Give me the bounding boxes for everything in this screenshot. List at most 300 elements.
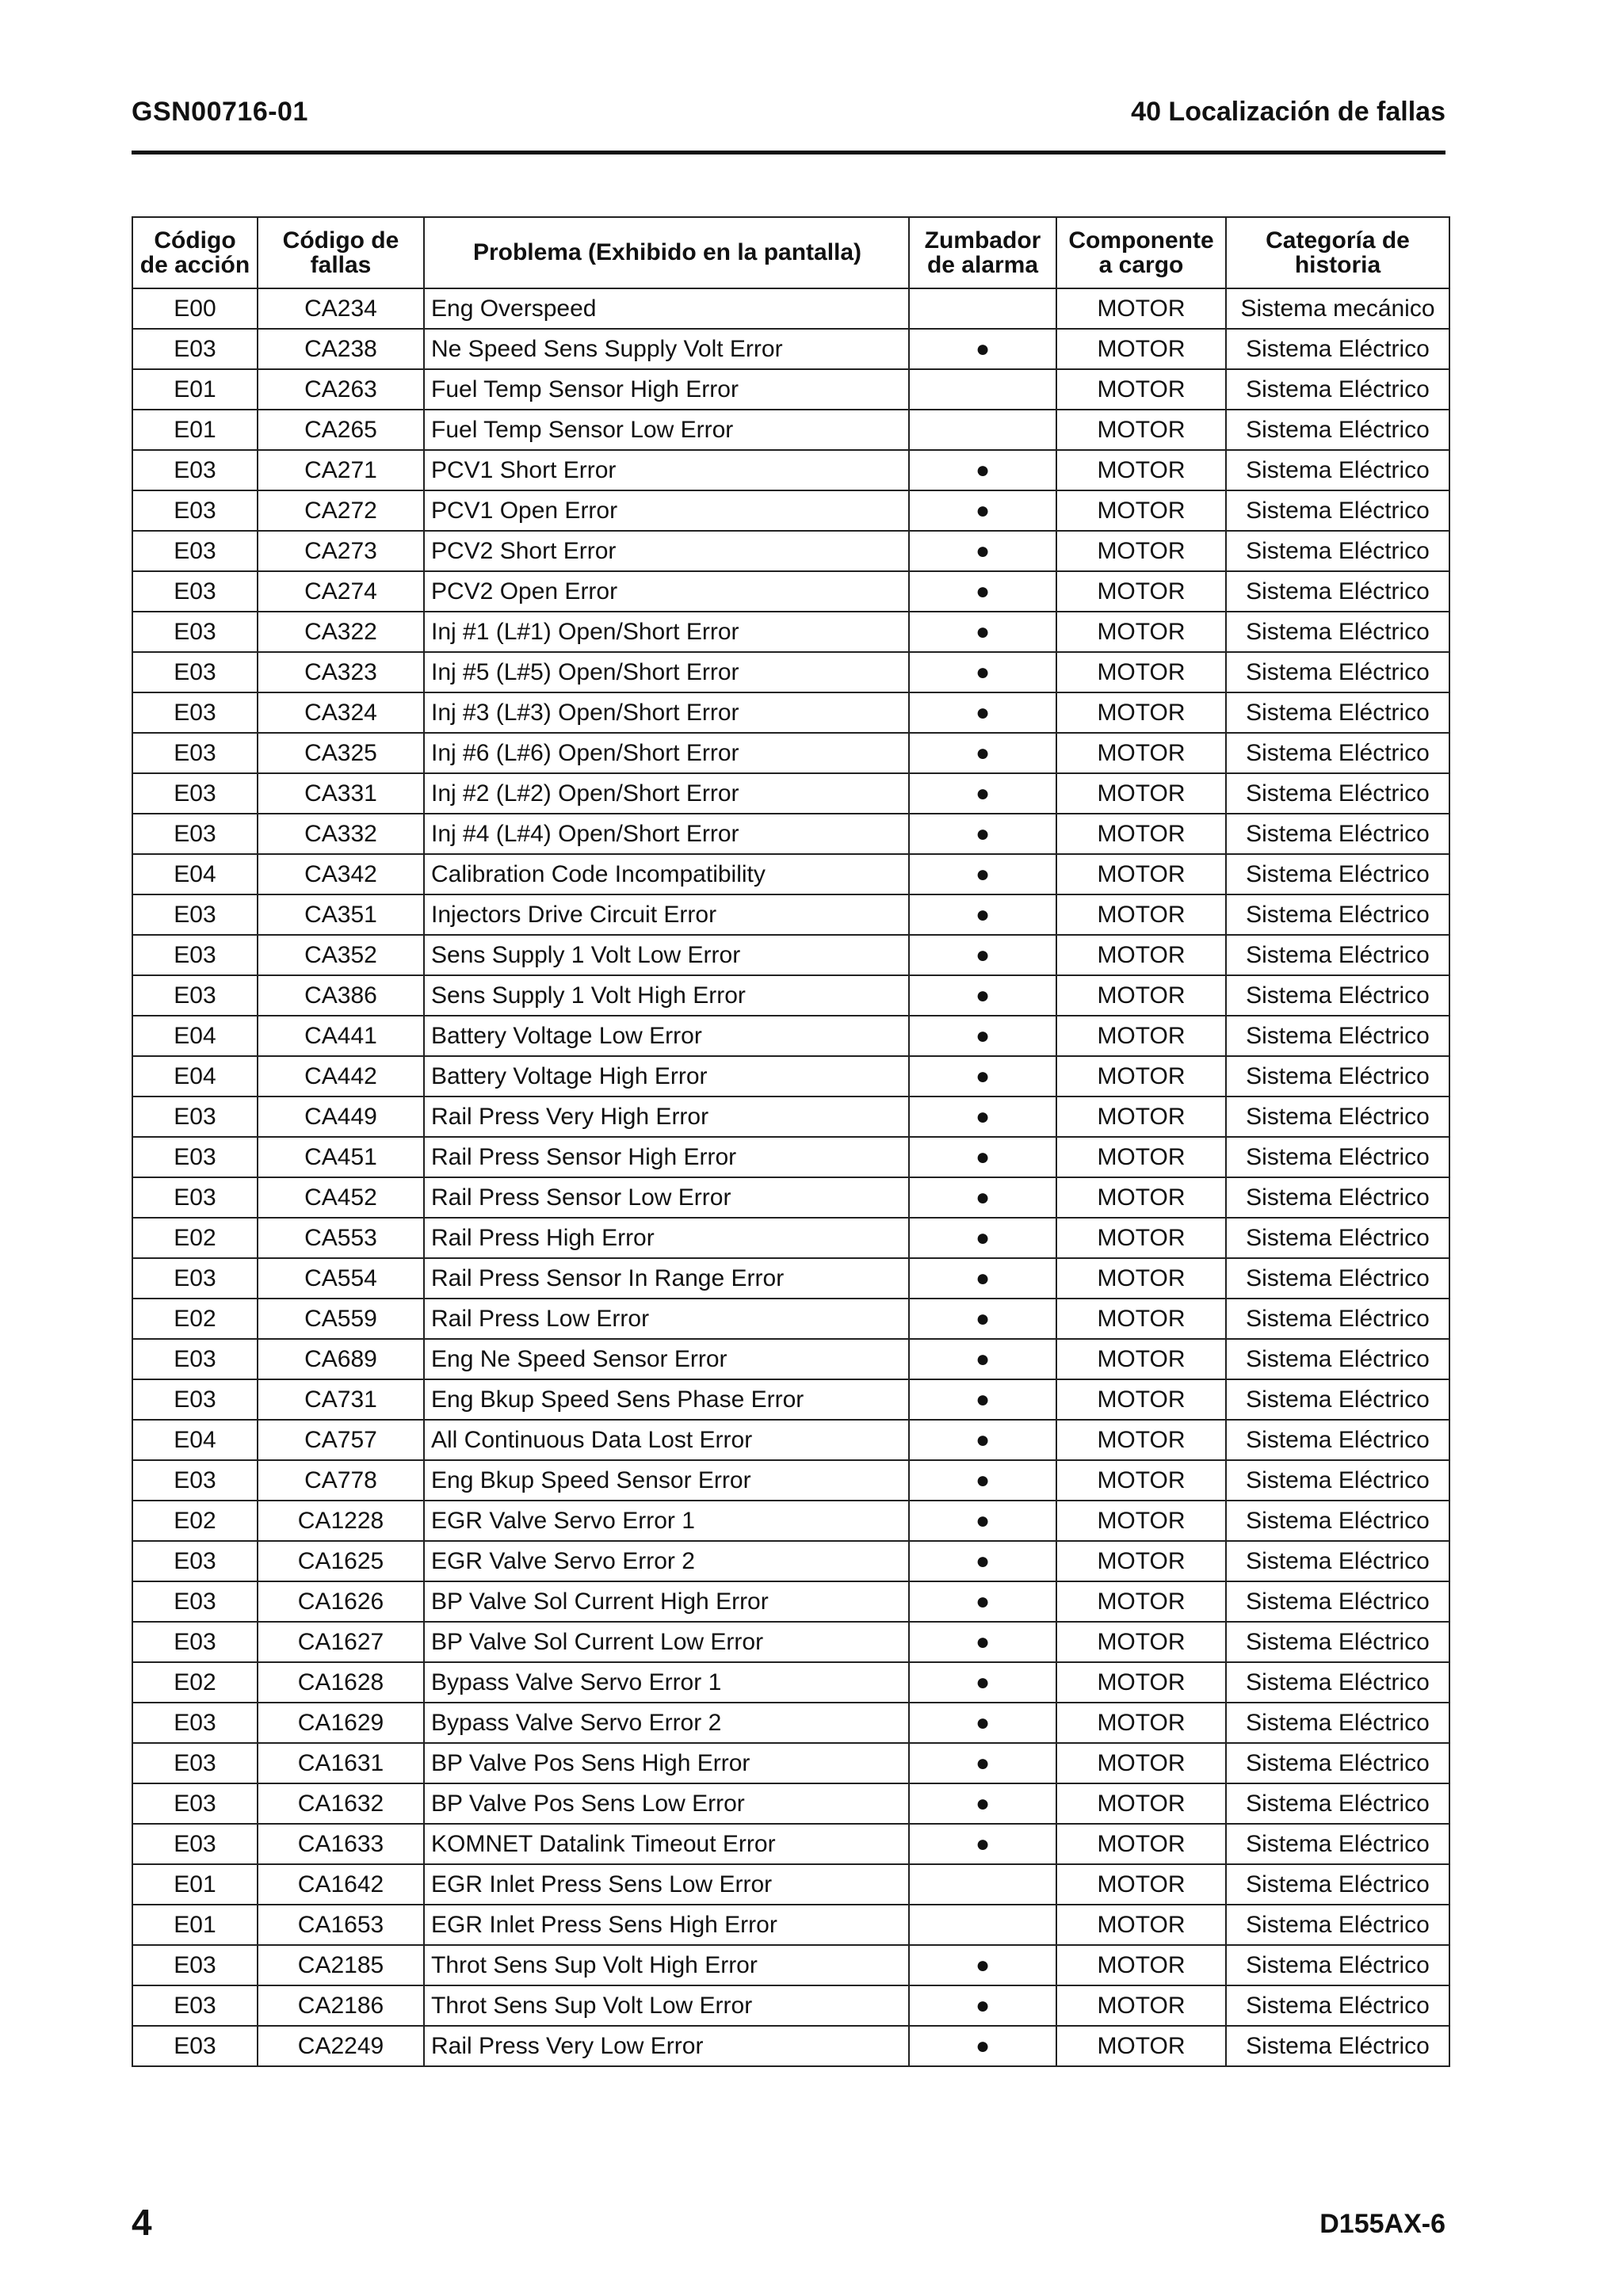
cell-fault-code: CA1631 <box>258 1743 424 1783</box>
cell-action-code: E03 <box>132 1137 258 1177</box>
cell-alarm-buzzer: ● <box>909 1703 1056 1743</box>
cell-alarm-buzzer: ● <box>909 773 1056 814</box>
cell-fault-code: CA559 <box>258 1299 424 1339</box>
cell-alarm-buzzer: ● <box>909 1662 1056 1703</box>
cell-alarm-buzzer: ● <box>909 854 1056 894</box>
cell-alarm-buzzer: ● <box>909 692 1056 733</box>
cell-responsible-component: MOTOR <box>1056 1420 1226 1460</box>
cell-fault-code: CA265 <box>258 410 424 450</box>
cell-action-code: E03 <box>132 1703 258 1743</box>
cell-fault-code: CA1228 <box>258 1501 424 1541</box>
header-divider <box>132 151 1445 154</box>
cell-responsible-component: MOTOR <box>1056 1177 1226 1218</box>
cell-problem: PCV1 Open Error <box>424 490 909 531</box>
cell-problem: Throt Sens Sup Volt Low Error <box>424 1985 909 2026</box>
cell-responsible-component: MOTOR <box>1056 935 1226 975</box>
cell-action-code: E04 <box>132 854 258 894</box>
cell-history-category: Sistema Eléctrico <box>1226 1460 1449 1501</box>
table-row <box>132 1864 1449 1905</box>
table-row <box>132 1218 1449 1258</box>
cell-alarm-buzzer: ● <box>909 814 1056 854</box>
table-row <box>132 1258 1449 1299</box>
cell-action-code: E03 <box>132 733 258 773</box>
cell-responsible-component: MOTOR <box>1056 975 1226 1016</box>
cell-problem: BP Valve Pos Sens Low Error <box>424 1783 909 1824</box>
cell-action-code: E03 <box>132 1177 258 1218</box>
cell-action-code: E03 <box>132 935 258 975</box>
cell-problem: Battery Voltage Low Error <box>424 1016 909 1056</box>
column-header-action-code <box>132 217 258 288</box>
cell-responsible-component: MOTOR <box>1056 1703 1226 1743</box>
cell-fault-code: CA731 <box>258 1379 424 1420</box>
cell-problem: PCV2 Short Error <box>424 531 909 571</box>
cell-fault-code: CA331 <box>258 773 424 814</box>
column-header-problem <box>424 217 909 288</box>
cell-fault-code: CA1626 <box>258 1581 424 1622</box>
cell-alarm-buzzer: ● <box>909 1622 1056 1662</box>
table-row <box>132 1339 1449 1379</box>
cell-responsible-component: MOTOR <box>1056 652 1226 692</box>
cell-alarm-buzzer: ● <box>909 1339 1056 1379</box>
cell-history-category: Sistema Eléctrico <box>1226 329 1449 369</box>
cell-responsible-component: MOTOR <box>1056 1460 1226 1501</box>
cell-history-category: Sistema Eléctrico <box>1226 854 1449 894</box>
fault-code-table <box>132 216 1450 2067</box>
table-row <box>132 410 1449 450</box>
cell-alarm-buzzer: ● <box>909 1097 1056 1137</box>
cell-problem: KOMNET Datalink Timeout Error <box>424 1824 909 1864</box>
cell-problem: Sens Supply 1 Volt High Error <box>424 975 909 1016</box>
table-row <box>132 1824 1449 1864</box>
table-row <box>132 2026 1449 2066</box>
cell-responsible-component: MOTOR <box>1056 288 1226 329</box>
table-row <box>132 1177 1449 1218</box>
cell-action-code: E03 <box>132 773 258 814</box>
cell-fault-code: CA351 <box>258 894 424 935</box>
table-row <box>132 450 1449 490</box>
cell-problem: Bypass Valve Servo Error 1 <box>424 1662 909 1703</box>
cell-responsible-component: MOTOR <box>1056 854 1226 894</box>
cell-action-code: E03 <box>132 1258 258 1299</box>
cell-fault-code: CA263 <box>258 369 424 410</box>
cell-responsible-component: MOTOR <box>1056 1339 1226 1379</box>
table-row <box>132 1703 1449 1743</box>
cell-alarm-buzzer: ● <box>909 490 1056 531</box>
cell-action-code: E04 <box>132 1016 258 1056</box>
cell-responsible-component: MOTOR <box>1056 490 1226 531</box>
cell-history-category: Sistema Eléctrico <box>1226 1743 1449 1783</box>
cell-history-category: Sistema Eléctrico <box>1226 1501 1449 1541</box>
cell-problem: Eng Overspeed <box>424 288 909 329</box>
cell-history-category: Sistema Eléctrico <box>1226 1218 1449 1258</box>
cell-history-category: Sistema Eléctrico <box>1226 1824 1449 1864</box>
cell-history-category: Sistema Eléctrico <box>1226 773 1449 814</box>
cell-action-code: E03 <box>132 490 258 531</box>
cell-action-code: E01 <box>132 369 258 410</box>
cell-fault-code: CA451 <box>258 1137 424 1177</box>
cell-action-code: E03 <box>132 652 258 692</box>
cell-problem: Fuel Temp Sensor Low Error <box>424 410 909 450</box>
column-header-responsible-component <box>1056 217 1226 288</box>
cell-problem: Injectors Drive Circuit Error <box>424 894 909 935</box>
cell-problem: PCV2 Open Error <box>424 571 909 612</box>
cell-history-category: Sistema Eléctrico <box>1226 652 1449 692</box>
cell-alarm-buzzer <box>909 1864 1056 1905</box>
model-code: D155AX-6 <box>1319 2209 1445 2239</box>
table-row <box>132 1420 1449 1460</box>
cell-fault-code: CA1653 <box>258 1905 424 1945</box>
cell-fault-code: CA1642 <box>258 1864 424 1905</box>
cell-fault-code: CA757 <box>258 1420 424 1460</box>
cell-fault-code: CA1628 <box>258 1662 424 1703</box>
cell-action-code: E04 <box>132 1420 258 1460</box>
cell-alarm-buzzer <box>909 288 1056 329</box>
cell-problem: Eng Ne Speed Sensor Error <box>424 1339 909 1379</box>
cell-alarm-buzzer: ● <box>909 894 1056 935</box>
cell-action-code: E03 <box>132 1622 258 1662</box>
cell-responsible-component: MOTOR <box>1056 733 1226 773</box>
cell-action-code: E03 <box>132 1783 258 1824</box>
cell-action-code: E02 <box>132 1662 258 1703</box>
cell-action-code: E03 <box>132 329 258 369</box>
cell-history-category: Sistema Eléctrico <box>1226 733 1449 773</box>
cell-alarm-buzzer: ● <box>909 1541 1056 1581</box>
page-number: 4 <box>132 2202 152 2243</box>
cell-history-category: Sistema Eléctrico <box>1226 490 1449 531</box>
table-row <box>132 531 1449 571</box>
cell-problem: Inj #2 (L#2) Open/Short Error <box>424 773 909 814</box>
cell-fault-code: CA271 <box>258 450 424 490</box>
cell-problem: Inj #1 (L#1) Open/Short Error <box>424 612 909 652</box>
column-header-line: de acción <box>139 252 250 278</box>
cell-responsible-component: MOTOR <box>1056 1056 1226 1097</box>
cell-responsible-component: MOTOR <box>1056 329 1226 369</box>
cell-history-category: Sistema Eléctrico <box>1226 935 1449 975</box>
cell-alarm-buzzer: ● <box>909 1743 1056 1783</box>
cell-action-code: E03 <box>132 1824 258 1864</box>
cell-action-code: E03 <box>132 531 258 571</box>
cell-action-code: E03 <box>132 612 258 652</box>
cell-fault-code: CA274 <box>258 571 424 612</box>
table-row <box>132 733 1449 773</box>
cell-problem: EGR Valve Servo Error 2 <box>424 1541 909 1581</box>
cell-fault-code: CA322 <box>258 612 424 652</box>
cell-fault-code: CA323 <box>258 652 424 692</box>
cell-action-code: E00 <box>132 288 258 329</box>
cell-fault-code: CA272 <box>258 490 424 531</box>
cell-fault-code: CA1627 <box>258 1622 424 1662</box>
cell-responsible-component: MOTOR <box>1056 1379 1226 1420</box>
cell-action-code: E03 <box>132 1985 258 2026</box>
cell-action-code: E03 <box>132 1460 258 1501</box>
table-row <box>132 1501 1449 1541</box>
cell-responsible-component: MOTOR <box>1056 1985 1226 2026</box>
cell-alarm-buzzer: ● <box>909 1137 1056 1177</box>
table-row <box>132 1460 1449 1501</box>
table-row <box>132 814 1449 854</box>
table-body <box>132 288 1449 2066</box>
cell-history-category: Sistema Eléctrico <box>1226 814 1449 854</box>
cell-problem: Rail Press Sensor In Range Error <box>424 1258 909 1299</box>
table-row <box>132 1137 1449 1177</box>
cell-action-code: E01 <box>132 410 258 450</box>
cell-history-category: Sistema Eléctrico <box>1226 369 1449 410</box>
cell-responsible-component: MOTOR <box>1056 1541 1226 1581</box>
cell-problem: Eng Bkup Speed Sensor Error <box>424 1460 909 1501</box>
cell-history-category: Sistema Eléctrico <box>1226 1662 1449 1703</box>
cell-history-category: Sistema Eléctrico <box>1226 1339 1449 1379</box>
cell-history-category: Sistema Eléctrico <box>1226 1622 1449 1662</box>
cell-responsible-component: MOTOR <box>1056 1783 1226 1824</box>
table-row <box>132 571 1449 612</box>
table-row <box>132 1945 1449 1985</box>
cell-history-category: Sistema Eléctrico <box>1226 975 1449 1016</box>
cell-fault-code: CA553 <box>258 1218 424 1258</box>
cell-fault-code: CA352 <box>258 935 424 975</box>
cell-alarm-buzzer: ● <box>909 1581 1056 1622</box>
cell-fault-code: CA554 <box>258 1258 424 1299</box>
cell-action-code: E02 <box>132 1299 258 1339</box>
cell-alarm-buzzer: ● <box>909 1218 1056 1258</box>
cell-history-category: Sistema Eléctrico <box>1226 1137 1449 1177</box>
cell-fault-code: CA449 <box>258 1097 424 1137</box>
cell-history-category: Sistema Eléctrico <box>1226 1864 1449 1905</box>
cell-fault-code: CA332 <box>258 814 424 854</box>
document-code: GSN00716-01 <box>132 97 308 127</box>
cell-problem: Ne Speed Sens Supply Volt Error <box>424 329 909 369</box>
cell-responsible-component: MOTOR <box>1056 1016 1226 1056</box>
cell-responsible-component: MOTOR <box>1056 1581 1226 1622</box>
column-header-line: a cargo <box>1098 252 1184 278</box>
cell-history-category: Sistema Eléctrico <box>1226 1056 1449 1097</box>
cell-responsible-component: MOTOR <box>1056 1258 1226 1299</box>
cell-alarm-buzzer <box>909 410 1056 450</box>
cell-problem: Fuel Temp Sensor High Error <box>424 369 909 410</box>
cell-alarm-buzzer: ● <box>909 1460 1056 1501</box>
cell-responsible-component: MOTOR <box>1056 1824 1226 1864</box>
cell-fault-code: CA442 <box>258 1056 424 1097</box>
cell-history-category: Sistema Eléctrico <box>1226 1945 1449 1985</box>
cell-action-code: E03 <box>132 1097 258 1137</box>
table-row <box>132 369 1449 410</box>
cell-responsible-component: MOTOR <box>1056 1137 1226 1177</box>
cell-fault-code: CA324 <box>258 692 424 733</box>
cell-problem: Eng Bkup Speed Sens Phase Error <box>424 1379 909 1420</box>
cell-fault-code: CA273 <box>258 531 424 571</box>
cell-fault-code: CA234 <box>258 288 424 329</box>
cell-problem: BP Valve Sol Current Low Error <box>424 1622 909 1662</box>
cell-alarm-buzzer: ● <box>909 1945 1056 1985</box>
table-row <box>132 1299 1449 1339</box>
cell-problem: EGR Inlet Press Sens High Error <box>424 1905 909 1945</box>
column-header-line: de alarma <box>926 252 1039 278</box>
cell-history-category: Sistema Eléctrico <box>1226 1581 1449 1622</box>
cell-problem: Inj #6 (L#6) Open/Short Error <box>424 733 909 773</box>
table-row <box>132 1743 1449 1783</box>
cell-problem: Inj #4 (L#4) Open/Short Error <box>424 814 909 854</box>
cell-alarm-buzzer: ● <box>909 1501 1056 1541</box>
cell-problem: EGR Inlet Press Sens Low Error <box>424 1864 909 1905</box>
cell-problem: Throt Sens Sup Volt High Error <box>424 1945 909 1985</box>
column-header-line: Categoría de <box>1266 227 1410 254</box>
cell-alarm-buzzer: ● <box>909 1177 1056 1218</box>
cell-action-code: E03 <box>132 1541 258 1581</box>
column-header-line: Problema (Exhibido en la pantalla) <box>472 239 862 266</box>
cell-alarm-buzzer: ● <box>909 571 1056 612</box>
cell-history-category: Sistema Eléctrico <box>1226 1905 1449 1945</box>
cell-alarm-buzzer: ● <box>909 531 1056 571</box>
cell-responsible-component: MOTOR <box>1056 1501 1226 1541</box>
cell-fault-code: CA441 <box>258 1016 424 1056</box>
column-header-line: historia <box>1294 252 1381 278</box>
table-row <box>132 652 1449 692</box>
cell-history-category: Sistema Eléctrico <box>1226 1379 1449 1420</box>
cell-alarm-buzzer <box>909 1905 1056 1945</box>
cell-action-code: E03 <box>132 571 258 612</box>
cell-action-code: E03 <box>132 894 258 935</box>
cell-action-code: E03 <box>132 1743 258 1783</box>
cell-alarm-buzzer: ● <box>909 935 1056 975</box>
cell-alarm-buzzer: ● <box>909 1056 1056 1097</box>
cell-responsible-component: MOTOR <box>1056 1622 1226 1662</box>
cell-action-code: E03 <box>132 1581 258 1622</box>
cell-problem: Sens Supply 1 Volt Low Error <box>424 935 909 975</box>
cell-fault-code: CA238 <box>258 329 424 369</box>
column-header-line: Código <box>154 227 236 254</box>
cell-fault-code: CA325 <box>258 733 424 773</box>
cell-history-category: Sistema Eléctrico <box>1226 1420 1449 1460</box>
cell-action-code: E03 <box>132 814 258 854</box>
header-row <box>132 217 1449 288</box>
table-row <box>132 1581 1449 1622</box>
cell-history-category: Sistema Eléctrico <box>1226 450 1449 490</box>
cell-action-code: E03 <box>132 2026 258 2066</box>
table-row <box>132 1662 1449 1703</box>
cell-problem: Rail Press Very High Error <box>424 1097 909 1137</box>
cell-action-code: E03 <box>132 692 258 733</box>
table-row <box>132 773 1449 814</box>
cell-responsible-component: MOTOR <box>1056 814 1226 854</box>
cell-problem: All Continuous Data Lost Error <box>424 1420 909 1460</box>
table-row <box>132 1622 1449 1662</box>
cell-fault-code: CA342 <box>258 854 424 894</box>
cell-fault-code: CA452 <box>258 1177 424 1218</box>
cell-fault-code: CA2185 <box>258 1945 424 1985</box>
cell-responsible-component: MOTOR <box>1056 1864 1226 1905</box>
cell-history-category: Sistema Eléctrico <box>1226 410 1449 450</box>
cell-problem: Rail Press High Error <box>424 1218 909 1258</box>
cell-history-category: Sistema Eléctrico <box>1226 612 1449 652</box>
cell-responsible-component: MOTOR <box>1056 612 1226 652</box>
table-row <box>132 1016 1449 1056</box>
cell-fault-code: CA2249 <box>258 2026 424 2066</box>
column-header-fault-code <box>258 217 424 288</box>
cell-responsible-component: MOTOR <box>1056 1097 1226 1137</box>
cell-responsible-component: MOTOR <box>1056 894 1226 935</box>
cell-problem: PCV1 Short Error <box>424 450 909 490</box>
column-header-line: Código de <box>282 227 399 254</box>
table-row <box>132 894 1449 935</box>
cell-alarm-buzzer: ● <box>909 1299 1056 1339</box>
cell-alarm-buzzer: ● <box>909 1258 1056 1299</box>
cell-alarm-buzzer: ● <box>909 975 1056 1016</box>
table-row <box>132 1541 1449 1581</box>
cell-history-category: Sistema Eléctrico <box>1226 1783 1449 1824</box>
cell-problem: Calibration Code Incompatibility <box>424 854 909 894</box>
cell-action-code: E03 <box>132 975 258 1016</box>
table-row <box>132 975 1449 1016</box>
cell-problem: BP Valve Sol Current High Error <box>424 1581 909 1622</box>
cell-action-code: E03 <box>132 1945 258 1985</box>
table-row <box>132 1379 1449 1420</box>
cell-alarm-buzzer: ● <box>909 1783 1056 1824</box>
cell-responsible-component: MOTOR <box>1056 571 1226 612</box>
cell-history-category: Sistema Eléctrico <box>1226 894 1449 935</box>
cell-alarm-buzzer: ● <box>909 1379 1056 1420</box>
cell-action-code: E01 <box>132 1905 258 1945</box>
table-row <box>132 1985 1449 2026</box>
cell-fault-code: CA1629 <box>258 1703 424 1743</box>
cell-alarm-buzzer: ● <box>909 652 1056 692</box>
cell-responsible-component: MOTOR <box>1056 410 1226 450</box>
cell-fault-code: CA2186 <box>258 1985 424 2026</box>
cell-alarm-buzzer: ● <box>909 1985 1056 2026</box>
cell-history-category: Sistema mecánico <box>1226 288 1449 329</box>
column-header-line: Componente <box>1068 227 1214 254</box>
cell-problem: Inj #5 (L#5) Open/Short Error <box>424 652 909 692</box>
column-header-line: Zumbador <box>924 227 1041 254</box>
table-header <box>132 217 1449 288</box>
cell-action-code: E03 <box>132 450 258 490</box>
cell-responsible-component: MOTOR <box>1056 1945 1226 1985</box>
cell-responsible-component: MOTOR <box>1056 531 1226 571</box>
cell-responsible-component: MOTOR <box>1056 1743 1226 1783</box>
cell-history-category: Sistema Eléctrico <box>1226 1541 1449 1581</box>
table-row <box>132 854 1449 894</box>
table-row <box>132 490 1449 531</box>
cell-responsible-component: MOTOR <box>1056 1662 1226 1703</box>
cell-problem: EGR Valve Servo Error 1 <box>424 1501 909 1541</box>
cell-problem: Rail Press Sensor High Error <box>424 1137 909 1177</box>
cell-alarm-buzzer: ● <box>909 733 1056 773</box>
cell-problem: Rail Press Very Low Error <box>424 2026 909 2066</box>
cell-fault-code: CA1633 <box>258 1824 424 1864</box>
table-row <box>132 1783 1449 1824</box>
cell-action-code: E04 <box>132 1056 258 1097</box>
cell-problem: Bypass Valve Servo Error 2 <box>424 1703 909 1743</box>
cell-responsible-component: MOTOR <box>1056 773 1226 814</box>
cell-history-category: Sistema Eléctrico <box>1226 531 1449 571</box>
cell-responsible-component: MOTOR <box>1056 1905 1226 1945</box>
column-header-history-category <box>1226 217 1449 288</box>
cell-history-category: Sistema Eléctrico <box>1226 1703 1449 1743</box>
cell-action-code: E02 <box>132 1218 258 1258</box>
cell-responsible-component: MOTOR <box>1056 369 1226 410</box>
column-header-alarm-buzzer <box>909 217 1056 288</box>
table-row <box>132 329 1449 369</box>
cell-history-category: Sistema Eléctrico <box>1226 1985 1449 2026</box>
cell-problem: Inj #3 (L#3) Open/Short Error <box>424 692 909 733</box>
cell-history-category: Sistema Eléctrico <box>1226 692 1449 733</box>
cell-history-category: Sistema Eléctrico <box>1226 2026 1449 2066</box>
column-header-line: fallas <box>310 252 372 278</box>
cell-action-code: E02 <box>132 1501 258 1541</box>
cell-history-category: Sistema Eléctrico <box>1226 571 1449 612</box>
cell-responsible-component: MOTOR <box>1056 692 1226 733</box>
table-row <box>132 612 1449 652</box>
cell-history-category: Sistema Eléctrico <box>1226 1177 1449 1218</box>
cell-action-code: E03 <box>132 1339 258 1379</box>
